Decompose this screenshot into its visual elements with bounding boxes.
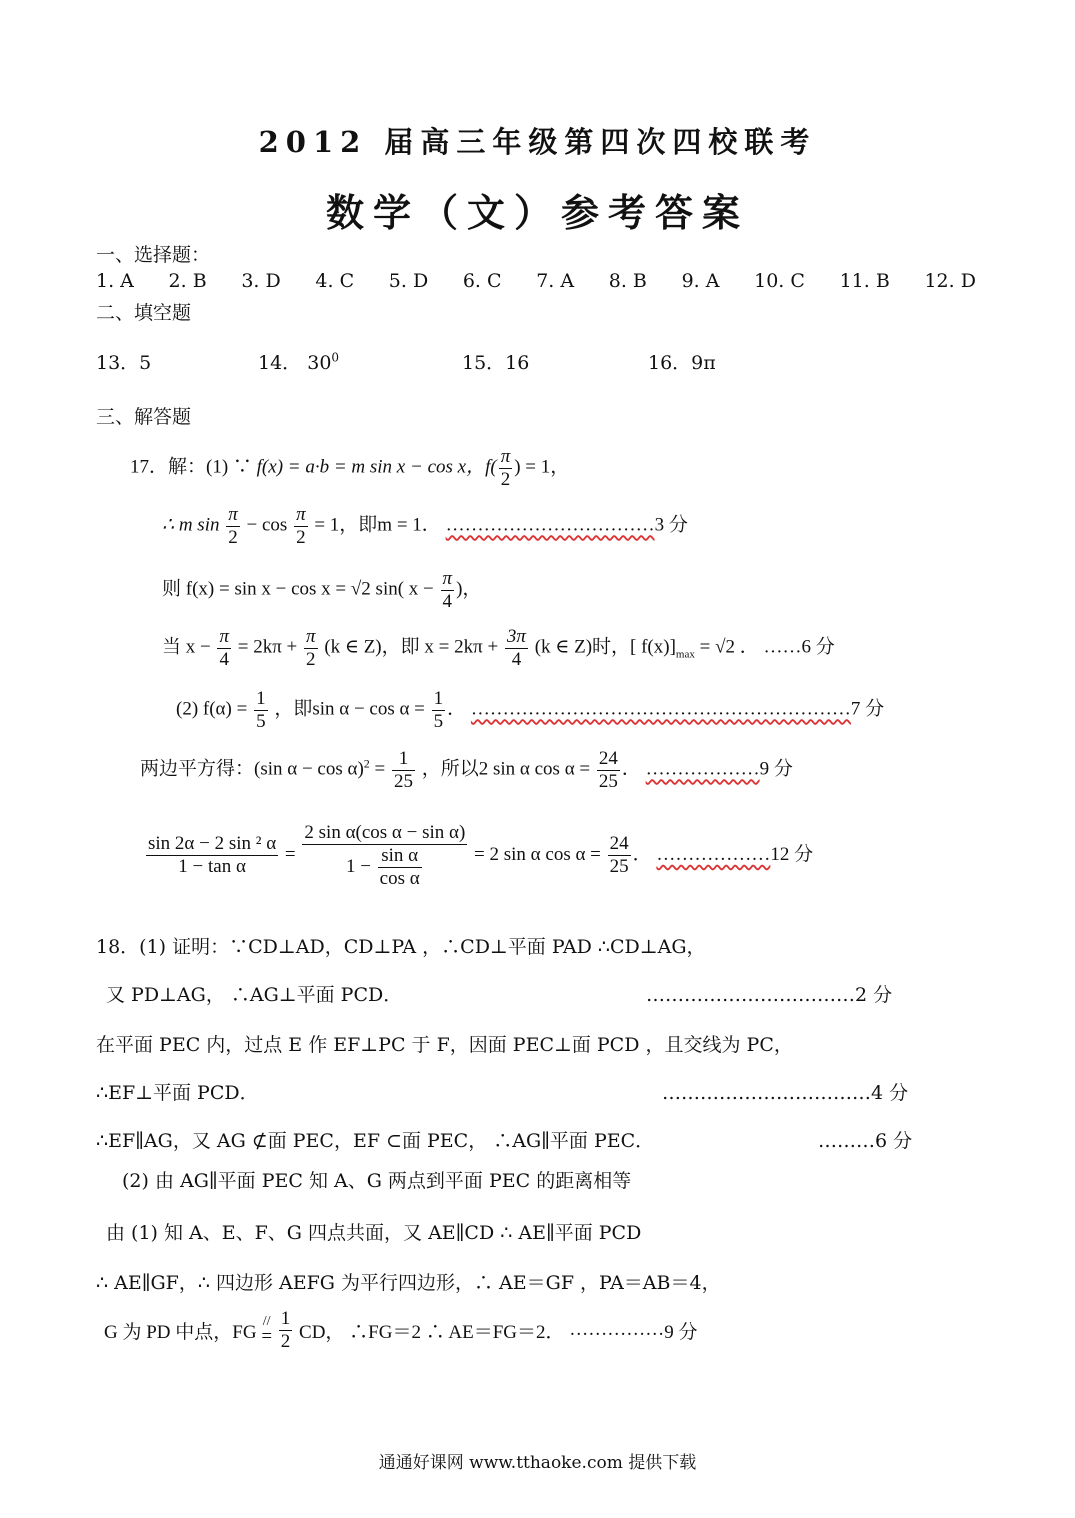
choice-answer: 11. B [839,270,890,292]
q18-line-4: ∴EF⊥平面 PCD． [96,1082,259,1104]
q17-l6-pre: 两边平方得：(sin α − cos α) [140,758,364,780]
score-label: 12 分 [770,844,814,866]
score-dots: ……………… [656,844,771,866]
q17-line-3 [162,568,481,613]
q17-l6-eq: = [374,758,386,780]
fraction [597,748,620,793]
denominator: 2 [500,468,511,490]
denominator: 4 [511,648,522,670]
numerator: 24 [598,748,618,769]
fraction [226,504,240,549]
q17-l5-pre: (2) f(α) = [176,698,248,720]
q17-l4-c: (k ∈ Z)时，[ f(x)] [534,636,676,658]
q17-l2-mid: − cos [246,514,288,536]
section-fill-heading: 二、填空题 [96,302,192,324]
denominator: 25 [394,770,413,792]
complex-denominator [302,845,467,890]
numerator: 1 [280,1308,291,1329]
q17-l4-d: = √2 ． [699,636,759,658]
q18-line-9 [104,1308,698,1353]
footer-credit: 通通好课网 www.tthaoke.com 提供下载 [378,1453,697,1473]
fill-answer-14-degree: 0 [331,350,340,365]
score-label: 9 分 [759,758,793,780]
q18-line-7: 由 (1) 知 A、E、F、G 四点共面，又 AE∥CD ∴ AE∥平面 PCD [106,1222,642,1244]
q18-line-4-score [662,1084,908,1103]
q17-l5-post: ． [447,698,467,720]
fraction [146,833,278,878]
q17-l1-pre: 17．解：(1) ∵ [130,456,252,478]
q17-line-6 [140,748,793,793]
q17-l7-eq2: = 2 sin α cos α = [474,844,601,866]
equals: = [284,844,296,866]
numerator: 2 sin α(cos α − sin α) [304,822,466,843]
fill-answer-14 [258,348,339,375]
denominator: 4 [219,648,229,670]
q18-line-8: ∴ AE∥GF，∴ 四边形 AEFG 为平行四边形，∴ AE＝GF ，PA＝AB＝4， [96,1272,721,1294]
q17-l4-a: = 2kπ + [237,636,298,658]
parallel-equal-sign [261,1313,273,1348]
q17-l5-mid: ，即sin α − cos α = [274,698,425,720]
choice-answer: 5. D [388,270,429,292]
numerator: 3π [506,626,526,647]
q17-l7-post: ． [632,844,652,866]
denominator: 2 [228,526,238,548]
q17-l4-b: (k ∈ Z)，即 x = 2kπ + [324,636,499,658]
denominator: 25 [609,856,629,878]
q17-l1-expr: f(x) = a·b = m sin x − cos x，f( [256,456,497,478]
fraction [279,1308,293,1353]
section-solve-heading: 三、解答题 [96,406,192,428]
q17-l3-post: )， [456,578,482,600]
numerator: sin 2α − 2 sin ² α [148,833,277,855]
choice-answer: 12. D [924,270,976,292]
score-label: 6 分 [801,636,835,658]
score-dots: …………………………………………………… [470,698,851,720]
numerator: 1 [433,688,444,709]
q18-l9-pre: G 为 PD 中点，FG [104,1321,257,1343]
score-dots: …… [763,636,802,658]
q17-l4-pre: 当 x − [162,636,211,658]
q17-line-7 [144,822,813,890]
q18-l9-post: CD， ∴FG＝2 ∴ AE＝FG＝2． [299,1321,565,1343]
choice-answer: 8. B [608,270,647,292]
fraction [378,845,422,890]
parallel-mark: // [262,1313,271,1329]
fraction [432,688,446,733]
q17-l2-pre: ∴ m sin [162,514,220,536]
q17-l3-pre: 则 f(x) = sin x − cos x = √2 sin( x − [162,578,434,600]
denominator: 25 [598,770,618,792]
score-dots: …………… [569,1319,665,1341]
denominator: 4 [442,590,453,612]
exam-title: 2012 届高三年级第四次四校联考 [258,125,817,159]
fill-answer-13: 13．5 [96,352,152,374]
numerator: π [219,626,229,647]
fraction [217,626,231,671]
choice-answer: 3. D [241,270,281,292]
choice-answer: 10. C [754,270,805,292]
choice-answer: 9. A [681,270,720,292]
score-label: 6 分 [875,1130,913,1152]
fraction [608,833,631,878]
fill-answer-16: 16．9π [648,352,716,374]
numerator: π [500,446,511,467]
numerator: π [296,504,306,525]
fraction [302,822,467,890]
denominator: 2 [306,648,316,670]
choice-answer: 2. B [168,270,207,292]
fraction [294,504,308,549]
choice-answer: 6. C [462,270,502,292]
fraction [304,626,318,671]
denominator: 5 [256,710,266,732]
score-dots: ……………… [645,758,760,780]
denominator: 5 [433,710,444,732]
q17-line-4 [162,626,835,671]
fill-answer-14-number: 14． [258,352,302,374]
fraction [441,568,455,613]
denominator: 2 [296,526,306,548]
fill-answer-15: 15．16 [462,352,530,374]
denominator: cos α [379,867,420,889]
numerator: 24 [609,833,629,855]
score-label: 3 分 [654,514,688,536]
numerator: π [306,626,316,647]
fraction [505,626,528,671]
q18-line-3: 在平面 PEC 内，过点 E 作 EF⊥PC 于 F，因面 PEC⊥面 PCD ，且交线为 PC， [96,1034,793,1056]
q17-line-1 [130,446,569,491]
score-label: 2 分 [855,984,893,1006]
q18-line-1: 18．(1) 证明：∵CD⊥AD，CD⊥PA ，∴CD⊥平面 PAD ∴CD⊥AG， [96,936,706,958]
numerator: 1 [256,688,266,709]
section-choice-heading: 一、选择题： [96,244,211,266]
max-subscript: max [675,648,695,661]
choice-answers-row [96,270,976,292]
q17-l2-post: = 1，即m = 1． [314,514,441,536]
q17-line-5 [176,688,884,733]
numerator: π [228,504,238,525]
numerator: sin α [378,845,422,868]
fraction [499,446,513,491]
q17-l6-mid: ，所以2 sin α cos α = [421,758,591,780]
q18-line-6: (2) 由 AG∥平面 PEC 知 A、G 两点到平面 PEC 的距离相等 [122,1170,632,1192]
score-dots: …………………………… [646,984,855,1006]
q17-line-2 [162,504,688,549]
choice-answer: 1. A [96,270,134,292]
denominator: 1 − tan α [178,856,246,878]
q17-l6-post: ． [621,758,641,780]
score-dots: ……… [818,1130,875,1152]
fill-answer-14-value: 30 [307,352,332,374]
numerator: π [442,568,453,589]
q18-line-2: 又 PD⊥AG， ∴AG⊥平面 PCD． [106,984,403,1006]
denominator: 2 [280,1330,291,1352]
fraction [392,748,415,793]
q18-line-5-score [818,1132,912,1151]
score-label: 9 分 [664,1321,698,1343]
choice-answer: 7. A [536,270,575,292]
choice-answer: 4. C [315,270,355,292]
q18-line-5: ∴EF∥AG，又 AG ⊄面 PEC，EF ⊂面 PEC， ∴AG∥平面 PEC． [96,1130,655,1152]
q18-line-2-score [646,986,892,1005]
answer-key-title: 数学（文）参考答案 [325,190,749,235]
score-label: 7 分 [850,698,885,720]
score-dots: …………………………… [445,514,655,536]
equals: = [261,1326,273,1348]
square-superscript: 2 [363,756,370,771]
q17-l1-post: ) = 1， [514,456,570,478]
score-label: 4 分 [871,1082,909,1104]
numerator: 1 [392,748,415,771]
score-dots: …………………………… [662,1082,871,1104]
one-minus: 1 − [345,856,371,878]
fraction [254,688,268,733]
